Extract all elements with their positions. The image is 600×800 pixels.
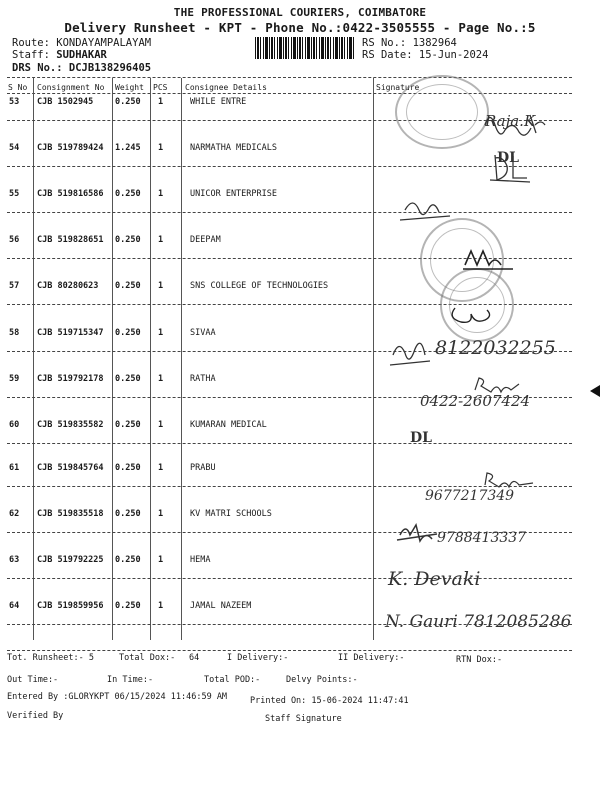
printed-on: Printed On: 15-06-2024 11:47:41 — [250, 696, 409, 706]
row-separator — [7, 578, 572, 579]
row-consignee: DEEPAM — [190, 235, 221, 245]
row-separator — [7, 443, 572, 444]
row-pcs: 1 — [158, 374, 164, 384]
row-sno: 54 — [9, 143, 20, 153]
table-top-rule — [7, 77, 572, 78]
entered-by: Entered By :GLORYKPT 06/15/2024 11:46:59 AM — [7, 692, 228, 702]
row-weight: 0.250 — [115, 189, 141, 199]
col-divider — [33, 78, 34, 640]
signature-scribble — [385, 105, 565, 149]
table-header-rule — [7, 93, 572, 94]
drs-line — [12, 62, 151, 74]
row-pcs: 1 — [158, 601, 164, 611]
row-sno: 56 — [9, 235, 20, 245]
row-sno: 59 — [9, 374, 20, 384]
verified-by: Verified By — [7, 711, 64, 721]
i-delivery: I Delivery:- — [227, 653, 289, 663]
row-pcs: 1 — [158, 235, 164, 245]
route-value: KONDAYAMPALAYAM — [56, 37, 152, 49]
row-consignment-no: CJB 80280623 — [37, 281, 99, 291]
rs-no-value: 1382964 — [412, 37, 457, 49]
delvy-points: Delvy Points:- — [286, 675, 358, 685]
row-sno: 62 — [9, 509, 20, 519]
row-consignment-no: CJB 519859956 — [37, 601, 104, 611]
signature-scribble — [385, 150, 565, 189]
route-label: Route: — [12, 37, 50, 49]
col-divider — [373, 78, 374, 640]
row-pcs: 1 — [158, 463, 164, 473]
row-consignee: NARMATHA MEDICALS — [190, 143, 277, 153]
signature-initials: DL — [497, 150, 519, 166]
row-pcs: 1 — [158, 281, 164, 291]
row-consignee: KUMARAN MEDICAL — [190, 420, 267, 430]
drs-value: DCJB138296405 — [68, 62, 152, 74]
col-divider — [112, 78, 113, 640]
total-dox-value: 64 — [189, 653, 200, 663]
row-sno: 55 — [9, 189, 20, 199]
row-consignment-no: CJB 519792178 — [37, 374, 104, 384]
row-pcs: 1 — [158, 143, 164, 153]
rs-date-line — [362, 49, 488, 61]
company-title: THE PROFESSIONAL COURIERS, COIMBATORE — [173, 6, 427, 19]
col-header-sno: S No — [8, 83, 28, 92]
row-consignment-no: CJB 519792225 — [37, 555, 104, 565]
row-pcs: 1 — [158, 509, 164, 519]
row-pcs: 1 — [158, 97, 164, 107]
row-weight: 0.250 — [115, 328, 141, 338]
rs-date-label: RS Date: — [362, 49, 413, 61]
row-consignee: WHILE ENTRE — [190, 97, 247, 107]
rs-no-line — [362, 37, 457, 49]
row-weight: 0.250 — [115, 235, 141, 245]
row-sno: 64 — [9, 601, 20, 611]
signature-phone: 8122032255 — [435, 337, 556, 359]
col-header-weight: Weight — [115, 83, 144, 92]
row-pcs: 1 — [158, 420, 164, 430]
row-sno: 58 — [9, 328, 20, 338]
signature-scribble — [385, 298, 565, 332]
route-line — [12, 37, 151, 49]
row-consignee: SIVAA — [190, 328, 216, 338]
ii-delivery: II Delivery:- — [338, 653, 405, 663]
row-consignment-no: CJB 519789424 — [37, 143, 104, 153]
row-consignment-no: CJB 519828651 — [37, 235, 104, 245]
row-sno: 57 — [9, 281, 20, 291]
signature-phone: 0422-2607424 — [420, 392, 531, 410]
row-consignment-no: CJB 519835518 — [37, 509, 104, 519]
rtn-dox: RTN Dox:- — [456, 655, 503, 665]
row-weight: 0.250 — [115, 374, 141, 384]
signature-scribble — [385, 195, 565, 234]
footer-top-rule — [7, 650, 572, 651]
row-consignment-no: CJB 519816586 — [37, 189, 104, 199]
col-header-consignment: Consignment No — [37, 83, 105, 92]
staff-label: Staff: — [12, 49, 50, 61]
row-weight: 1.245 — [115, 143, 141, 153]
col-header-consignee: Consignee Details — [185, 83, 267, 92]
row-weight: 0.250 — [115, 463, 141, 473]
row-consignee: SNS COLLEGE OF TECHNOLOGIES — [190, 281, 329, 291]
row-consignment-no: CJB 1502945 — [37, 97, 94, 107]
edge-arrow-mark — [590, 385, 600, 397]
total-pod: Total POD:- — [204, 675, 261, 685]
row-weight: 0.250 — [115, 281, 141, 291]
row-pcs: 1 — [158, 189, 164, 199]
row-consignee: UNICOR ENTERPRISE — [190, 189, 277, 199]
row-sno: 61 — [9, 463, 20, 473]
row-weight: 0.250 — [115, 555, 141, 565]
runsheet-title: Delivery Runsheet - KPT - Phone No.:0422-3505555 - Page No.:5 — [64, 20, 536, 35]
signature-scribble — [470, 375, 550, 399]
row-consignee: KV MATRI SCHOOLS — [190, 509, 272, 519]
col-header-pcs: PCS — [153, 83, 168, 92]
row-pcs: 1 — [158, 555, 164, 565]
row-consignee: HEMA — [190, 555, 211, 565]
row-consignment-no: CJB 519835582 — [37, 420, 104, 430]
row-weight: 0.250 — [115, 601, 141, 611]
col-header-signature: Signature — [376, 83, 420, 92]
signature-scribble — [385, 245, 565, 279]
row-weight: 0.250 — [115, 420, 141, 430]
staff-value: SUDHAKAR — [56, 49, 107, 61]
row-pcs: 1 — [158, 328, 164, 338]
in-time: In Time:- — [107, 675, 154, 685]
row-weight: 0.250 — [115, 509, 141, 519]
row-consignment-no: CJB 519845764 — [37, 463, 104, 473]
rs-no-label: RS No.: — [362, 37, 407, 49]
row-sno: 60 — [9, 420, 20, 430]
barcode-graphic — [255, 37, 355, 59]
row-consignee: RATHA — [190, 374, 216, 384]
signature-name: K. Devaki — [388, 568, 481, 590]
signature-phone: 9788413337 — [437, 530, 527, 546]
staff-signature: Staff Signature — [265, 714, 342, 724]
row-consignment-no: CJB 519715347 — [37, 328, 104, 338]
signature-initials: DL — [410, 430, 432, 446]
col-divider — [150, 78, 151, 640]
drs-label: DRS No.: — [12, 62, 63, 74]
signature-phone: 9677217349 — [425, 488, 515, 504]
row-sno: 63 — [9, 555, 20, 565]
rs-date-value: 15-Jun-2024 — [418, 49, 489, 61]
row-weight: 0.250 — [115, 97, 141, 107]
staff-line — [12, 49, 107, 61]
row-sno: 53 — [9, 97, 20, 107]
signature-name: Raja.K — [485, 112, 536, 130]
total-dox-label: Total Dox:- — [119, 653, 176, 663]
signature-name: N. Gauri 7812085286 — [385, 612, 572, 632]
row-consignee: PRABU — [190, 463, 216, 473]
out-time: Out Time:- — [7, 675, 59, 685]
col-divider — [181, 78, 182, 640]
row-consignee: JAMAL NAZEEM — [190, 601, 252, 611]
tot-runsheet: Tot. Runsheet:- 5 — [7, 653, 94, 663]
